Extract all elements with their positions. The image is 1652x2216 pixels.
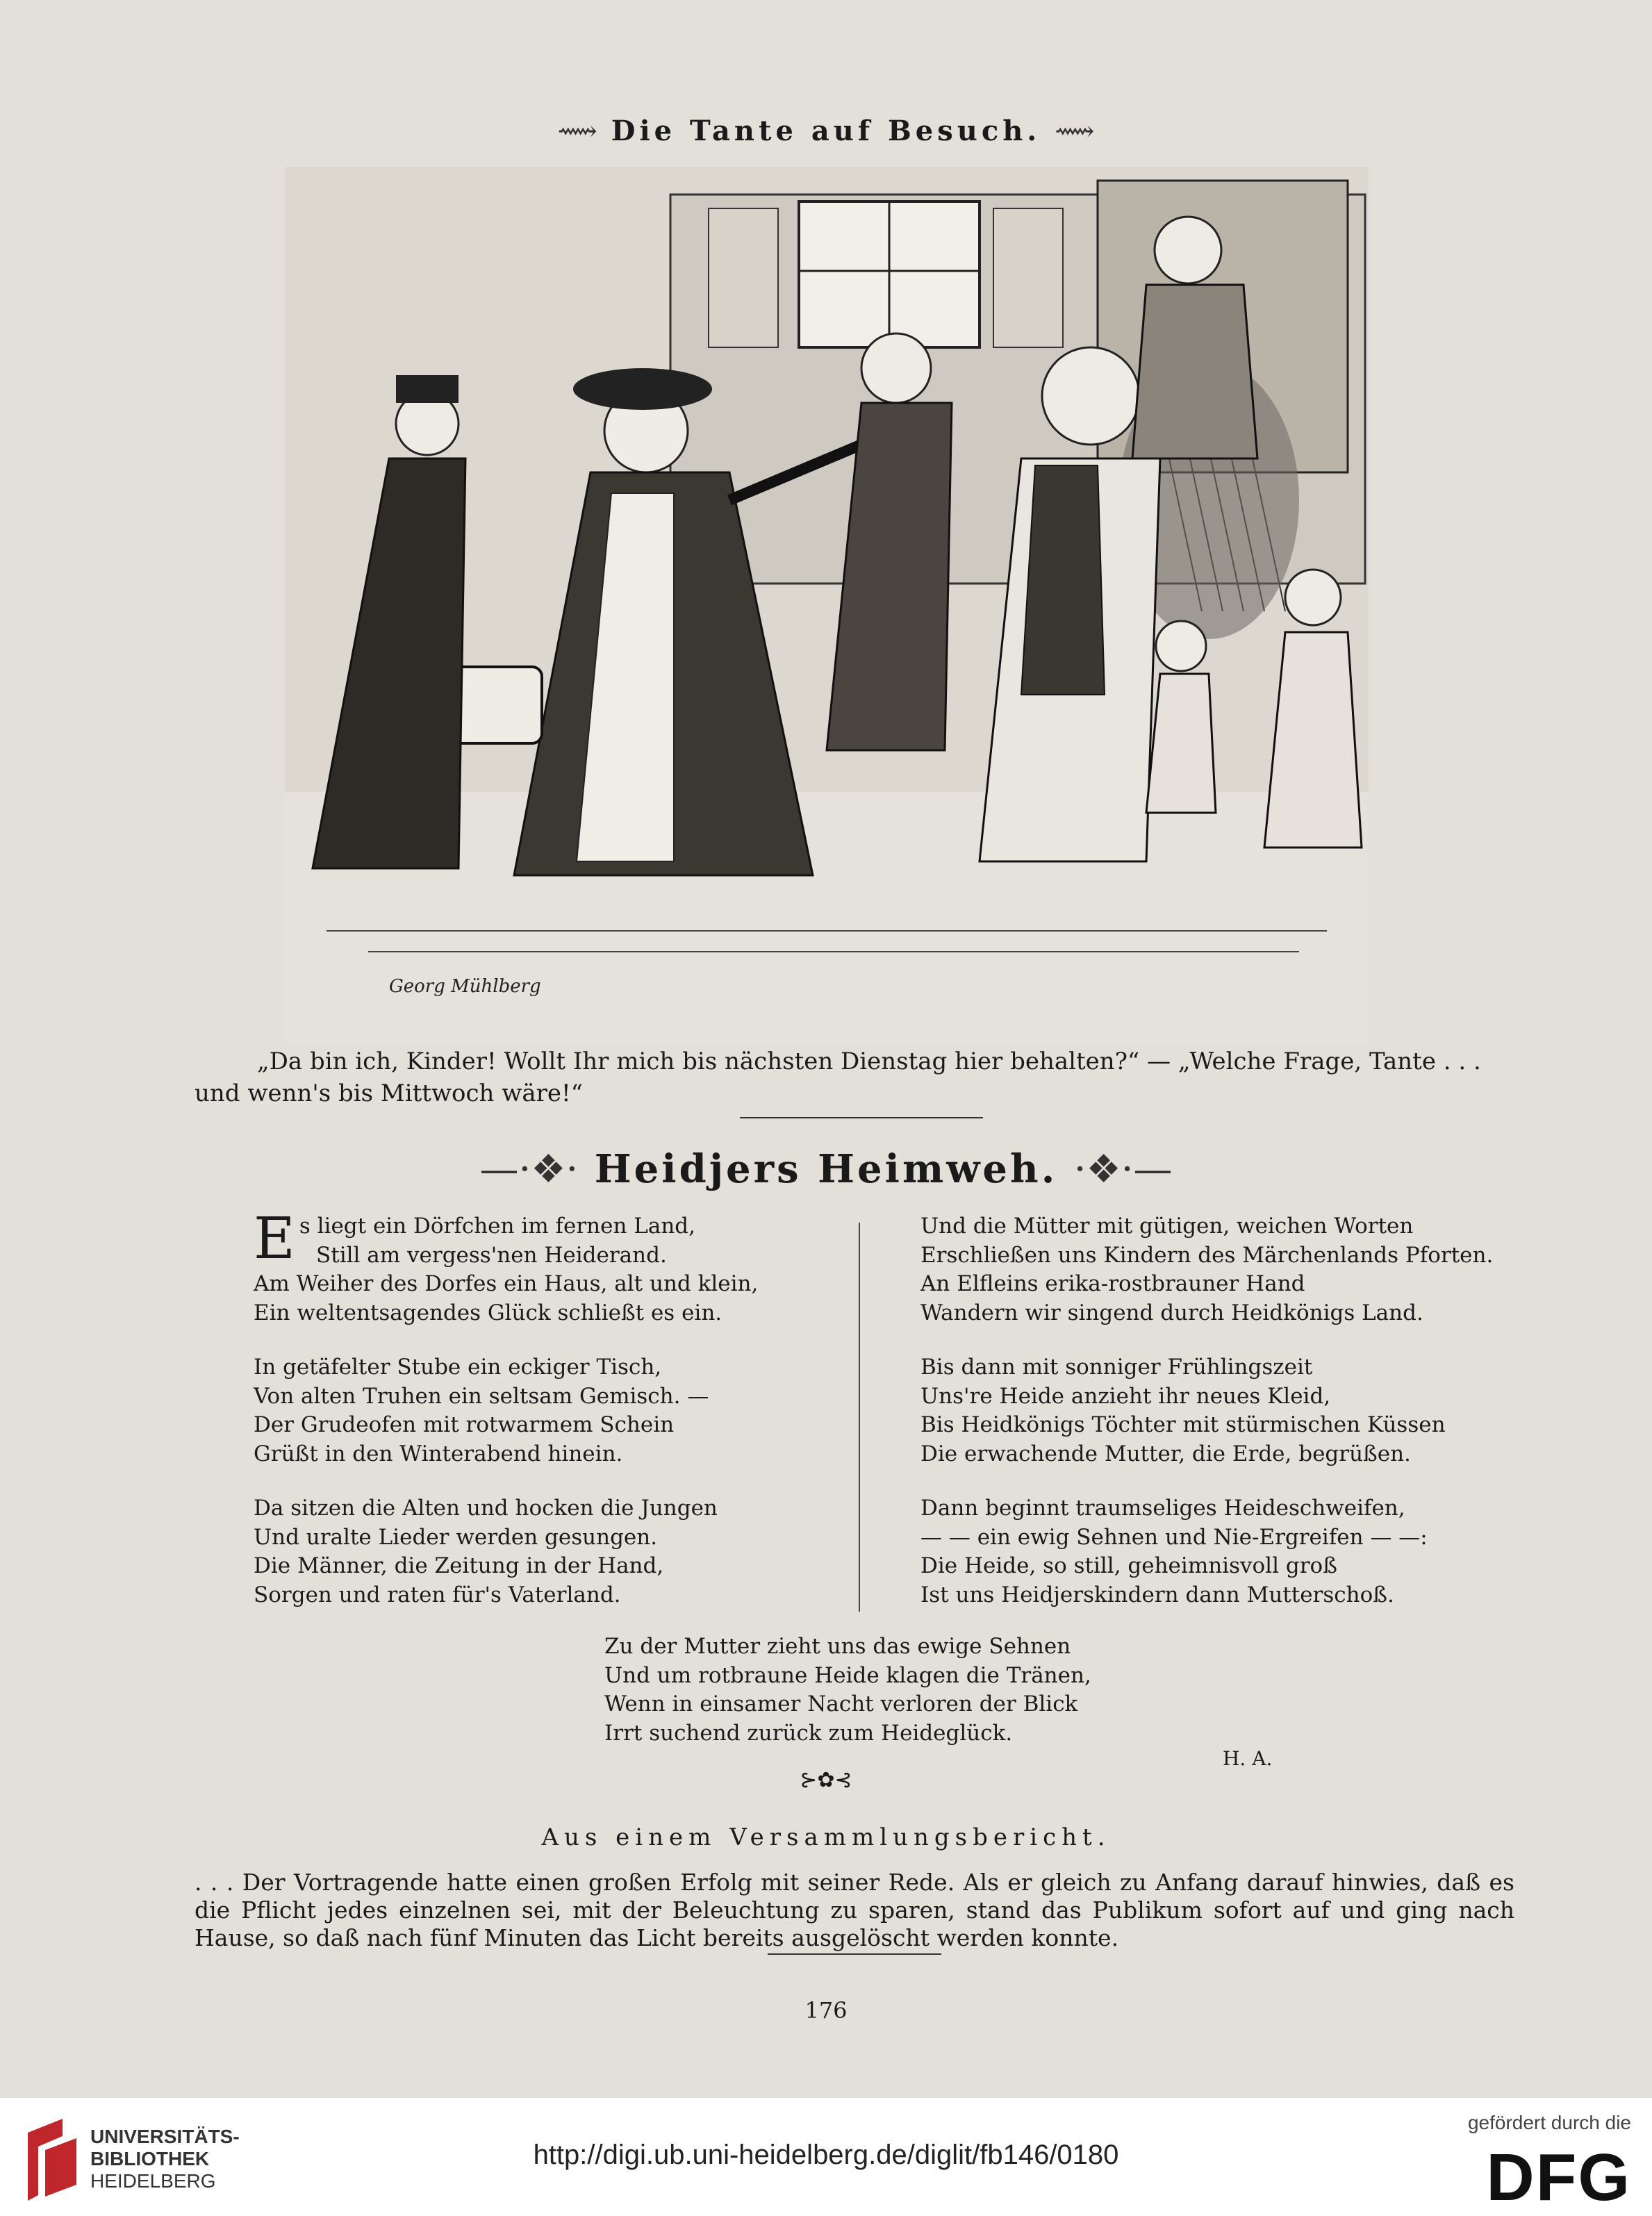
poem-stanza [920, 1212, 1493, 1328]
poem-stanza [254, 1353, 758, 1469]
poem-column-right [920, 1212, 1493, 1635]
poem-line: Uns're Heide anzieht ihr neues Kleid, [920, 1383, 1331, 1409]
poem-line: Und uralte Lieder werden gesungen. [254, 1524, 658, 1550]
sponsor-label: gefördert durch die [1467, 2112, 1631, 2133]
poem-line: — — ein ewig Sehnen und Nie-Ergreifen — —: [920, 1524, 1428, 1550]
poem-stanza [920, 1353, 1493, 1469]
page-number: 176 [804, 1997, 848, 2024]
report-title: Aus einem Versammlungsbericht. [541, 1824, 1111, 1851]
poem-title-text: Heidjers Heimweh. [594, 1146, 1058, 1192]
poem-line: Wenn in einsamer Nacht verloren der Blick [604, 1692, 1078, 1717]
library-line-1: UNIVERSITÄTS- [90, 2126, 240, 2147]
poem-column-left [254, 1206, 759, 1635]
poem-line: Da sitzen die Alten und hocken die Jungen [254, 1496, 718, 1521]
poem-line: Und die Mütter mit gütigen, weichen Worten [920, 1214, 1414, 1239]
poem-line: Erschließen uns Kindern des Märchenlands Pforten. [920, 1242, 1494, 1268]
report-text: . . . Der Vortragende hatte einen großen Erfolg mit seiner Rede. Als er gleich zu Anfang darauf hinwies, daß es die Pflicht jedes einzelnen sei, mit der Beleuchtung zu sparen, stand das Publikum sofort auf und ging nach Hause, so daß nach fünf Minuten das Licht bereits ausgelöscht werden konnte. [195, 1869, 1514, 1951]
poem-line: Bis dann mit sonniger Frühlingszeit [920, 1355, 1313, 1380]
poem-line: Ein weltentsagendes Glück schließt es ein. [254, 1300, 722, 1325]
illustration-title [0, 115, 1652, 147]
poem-line: Die Männer, die Zeitung in der Hand, [254, 1553, 664, 1578]
poem-title-ornament-left: —·❖· [479, 1147, 579, 1192]
digitization-footer [0, 2098, 1652, 2216]
poem-line: Zu der Mutter zieht uns das ewige Sehnen [604, 1634, 1071, 1659]
illustration-drawing [285, 167, 1369, 1042]
illustration-title-text: Die Tante auf Besuch. [611, 115, 1041, 147]
poem-author: H. A. [1223, 1747, 1273, 1770]
drop-cap: E [254, 1206, 295, 1272]
engraving-illustration [285, 167, 1369, 1042]
poem-line: Der Grudeofen mit rotwarmem Schein [254, 1412, 675, 1437]
poem-line: s liegt ein Dörfchen im fernen Land, [299, 1214, 695, 1239]
poem-stanza [254, 1206, 759, 1328]
poem-line: In getäfelter Stube ein eckiger Tisch, [254, 1355, 662, 1380]
poem-line: Am Weiher des Dorfes ein Haus, alt und klein, [254, 1271, 759, 1296]
poem-title [0, 1146, 1652, 1192]
poem-line: Die erwachende Mutter, die Erde, begrüßen. [920, 1441, 1411, 1466]
poem-line: Bis Heidkönigs Töchter mit stürmischen Küssen [920, 1412, 1446, 1437]
poem-line: Sorgen und raten für's Vaterland. [254, 1582, 621, 1607]
poem-line: Grüßt in den Winterabend hinein. [254, 1441, 623, 1466]
caption-line-2: und wenn's bis Mittwoch wäre!“ [195, 1080, 584, 1107]
poem-closing-stanza [604, 1632, 1091, 1748]
left-ornament: ⟿ [557, 115, 597, 147]
end-ornament: ⊱✿⊰ [800, 1768, 852, 1792]
poem-line: Die Heide, so still, geheimnisvoll groß [920, 1553, 1337, 1578]
poem-line: Irrt suchend zurück zum Heideglück. [604, 1720, 1013, 1746]
poem-line: Von alten Truhen ein seltsam Gemisch. — [254, 1383, 709, 1409]
column-divider [859, 1223, 860, 1612]
separator-rule [740, 1117, 983, 1118]
right-ornament: ⟿ [1055, 115, 1095, 147]
poem-line: Und um rotbraune Heide klagen die Tränen, [604, 1662, 1091, 1688]
caption-line-1: „Da bin ich, Kinder! Wollt Ihr mich bis nächsten Dienstag hier behalten?“ — „Welche Frage, Tante . . . [257, 1048, 1481, 1075]
dfg-logo: DFG [1486, 2140, 1631, 2215]
artist-signature: Georg Mühlberg [389, 976, 541, 997]
poem-title-ornament-right: ·❖·— [1073, 1147, 1173, 1192]
poem-line: Still am vergess'nen Heiderand. [316, 1242, 667, 1268]
illustration-caption [195, 1045, 1514, 1109]
permalink-url[interactable]: http://digi.ub.uni-heidelberg.de/diglit/fb146/0180 [533, 2140, 1119, 2170]
poem-line: Ist uns Heidjerskindern dann Mutterschoß. [920, 1582, 1394, 1607]
poem-stanza [254, 1494, 758, 1610]
poem-line: Dann beginnt traumseliges Heideschweifen, [920, 1496, 1405, 1521]
poem-line: Wandern wir singend durch Heidkönigs Land. [920, 1300, 1423, 1325]
separator-rule [768, 1953, 941, 1955]
poem-line: An Elfleins erika-rostbrauner Hand [920, 1271, 1305, 1296]
library-line-2: BIBLIOTHEK [90, 2148, 210, 2169]
poem-stanza [920, 1494, 1493, 1610]
library-line-3: HEIDELBERG [90, 2170, 216, 2192]
